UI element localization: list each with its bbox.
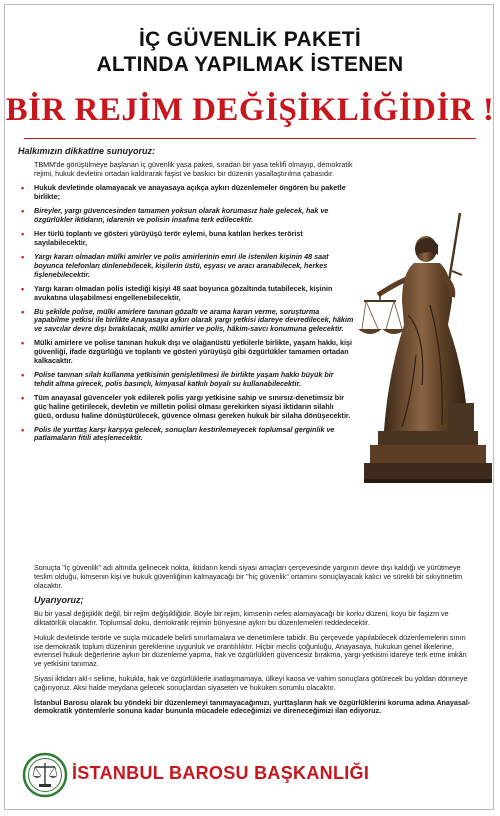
- title-line-1: İÇ GÜVENLİK PAKETİ: [138, 28, 362, 51]
- bullet-item: [18, 426, 354, 444]
- bullet-marker-icon: •: [21, 370, 25, 381]
- bullet-marker-icon: •: [21, 229, 25, 240]
- bullet-text: Polis ile yurttaş karşı karşıya gelecek, sonuçları kestirilemeyecek toplumsal gerginlik ve patlamaların fitili ateşlenecektir.: [34, 424, 335, 443]
- bullet-marker-icon: •: [21, 183, 25, 194]
- intro-heading: Halkımızın dikkatine sunuyoruz:: [18, 146, 156, 156]
- bar-association-logo: [22, 752, 68, 798]
- bullet-item: [18, 207, 354, 225]
- bullet-marker-icon: •: [21, 283, 25, 294]
- bullet-item: [18, 253, 354, 279]
- warning-paragraph: Hukuk devletinde terörle ve suçla mücadele belirli sınırlamalara ve denetimlere tabidir. Bu çerçevede yapılabilecek düzenlemelerin sınırı ise demokratik toplum düzeninin gereklerine uygunluk ve orantılılıktır. Hiçbir meclis çoğunluğu, Anayasaya, hukukun genel ilkelerine, evrensel hukuk değerlerine aykırı bir düzenleme yapma, hak ve özgürlükleri güvencesiz bırakma, yargı yetkisini idareye terk etme imkân ve yetkisini tanımaz.: [34, 632, 467, 669]
- bullet-item: [18, 339, 354, 365]
- warning-paragraph: Bu bir yasal değişiklik değil, bir rejim değişikliğidir. Böyle bir rejim, kimsenin nefes alamayacağı bir korku düzeni, koyu bir faşizm ve diktatörlük olacaktır. Toplumsal doku, demokratik rejimin bünyesine aykırı bu düzenlemeleri reddedecektir.: [34, 609, 449, 627]
- headline: BİR REJİM DEĞİŞİKLİĞİDİR !: [5, 92, 495, 128]
- bullet-marker-icon: •: [21, 252, 25, 263]
- closing-statement: İstanbul Barosu olarak bu yöndeki bir düzenlemeyi tanımayacağımızı, yurttaşların hak ve özgürlüklerini koruma adına Anayasal-demokratik yöntemlerle sonuna kadar bununla mücadele edeceğimizi ve direneceğimizi ilan ediyoruz.: [34, 697, 471, 716]
- bullet-marker-icon: •: [21, 338, 25, 349]
- bullet-item: [18, 394, 354, 420]
- bullet-list: [18, 184, 354, 443]
- bullet-text: Hukuk devletinde olamayacak ve anayasaya açıkça aykırı düzenlemeler öngören bu paketle birlikte;: [34, 183, 346, 202]
- conclusion-text: Sonuçta "iç güvenlik" adı altında gelinecek nokta, iktidarın kendi siyasi amaçları çerçevesinde yargının devre dışı kaldığı ve yürütmeye teslim olduğu, kimsenin kişi ve hukuk güvenliğinin kalmayacağı bir "hiç güvenlik" ortamını sonuçlayacak kalıcı ve sürekli bir sıkıyönetim olacaktır.: [34, 563, 463, 590]
- main-content: [18, 147, 354, 448]
- warning-heading: Uyarıyoruz;: [34, 595, 84, 606]
- bullet-item: [18, 371, 354, 389]
- bullet-text: Yargı kararı olmadan polis istediği kişiyi 48 saat boyunca gözaltında tutabilecek, kişinin avukatına ulaşabilmesi engellenebilecektir,: [34, 283, 333, 302]
- intro-text: TBMM'de görüşülmeye başlanan iç güvenlik yasa paketi, sıradan bir yasa teklifi olmayıp, demokratik rejimi, hukuk devletini ortadan kaldırarak faşist ve baskıcı bir düzenin yasallaştırılma çabasıdır.: [34, 159, 353, 178]
- bullet-item: [18, 285, 354, 303]
- organization-name: İSTANBUL BAROSU BAŞKANLIĞI: [72, 763, 370, 783]
- bullet-marker-icon: •: [21, 206, 25, 217]
- bullet-marker-icon: •: [21, 306, 25, 317]
- bullet-text: Tüm anayasal güvenceler yok edilerek polis yargı yetkisine sahip ve sınırsız-denetimsiz bir güç haline getirilecek, devletin ve milletin polisi olması gerekirken siyasi iktidarın silahlı gücü, ordusu haline dönüştürülecek, güvence olması gereken hukuk bir silaha dönüşecektir.: [34, 392, 351, 420]
- lower-content: [34, 564, 474, 722]
- bullet-text: Bu şekilde polise, mülki amirlere tanınan gözaltı ve arama kararı verme, soruşturma yapabilme yetkisi ile birlikte Anayasaya aykırı olarak yargı yetkisi idareye devredilecek, hâkim ve savcılar devre dışı bırakılacak, mülki amirler ve polis, hâkim-savcı konumuna gelecektir.: [34, 306, 354, 334]
- lady-justice-statue-image: [356, 205, 496, 505]
- bullet-text: Mülki amirlere ve polise tanınan hukuk dışı ve olağanüstü yetkilerle birlikte, yaşam hakkı, kişi güvenliği, ifade özgürlüğü ve toplantı ve gösteri yürüyüşü gibi özgürlükler tamamen ortadan kalkacaktır.: [34, 338, 352, 365]
- bullet-item: [18, 230, 354, 248]
- title-line-2: ALTINDA YAPILMAK İSTENEN: [96, 53, 404, 76]
- bullet-text: Bireyler, yargı güvencesinden tamamen yoksun olarak korumasız hale gelecek, hak ve özgürlükler iktidarın, idarenin ve polisin insafına terk edilecektir.: [34, 206, 329, 225]
- bullet-item: [18, 308, 354, 334]
- bullet-text: Yargı kararı olmadan mülki amirler ve polis amirlerinin emri ile istenilen kişinin 48 saat boyunca telefonları dinlenebilecek, kişilerin üstü, eşyası ve aracı aranabilecek, herkes fişlenebilecektir.: [34, 252, 329, 279]
- bullet-item: [18, 184, 354, 202]
- bullet-marker-icon: •: [21, 392, 25, 403]
- bullet-text: Her türlü toplantı ve gösteri yürüyüşü terör eylemi, buna katılan herkes terörist sayılabilecektir,: [34, 229, 303, 247]
- warning-paragraph: Siyasi iktidarı akl-ı selime, hukukla, hak ve özgürlüklerle inatlaşmamaya, ülkeyi kaosa ve vahim sonuçlara götürecek bu yoldan dönmeye çağırıyoruz. Aksi halde meydana gelecek sonuçlardan siyaseten ve hukuken sorumlu olacaktır.: [34, 673, 468, 692]
- bullet-marker-icon: •: [21, 424, 25, 435]
- bullet-text: Polise tanınan silah kullanma yetkisinin genişletilmesi ile birlikte yaşam hakkı büyük bir tehdit altına girecek, polis basınçlı, kimyasal katkılı boyalı su kullanabilecektir.: [34, 370, 334, 388]
- headline-rule-top: [24, 138, 476, 139]
